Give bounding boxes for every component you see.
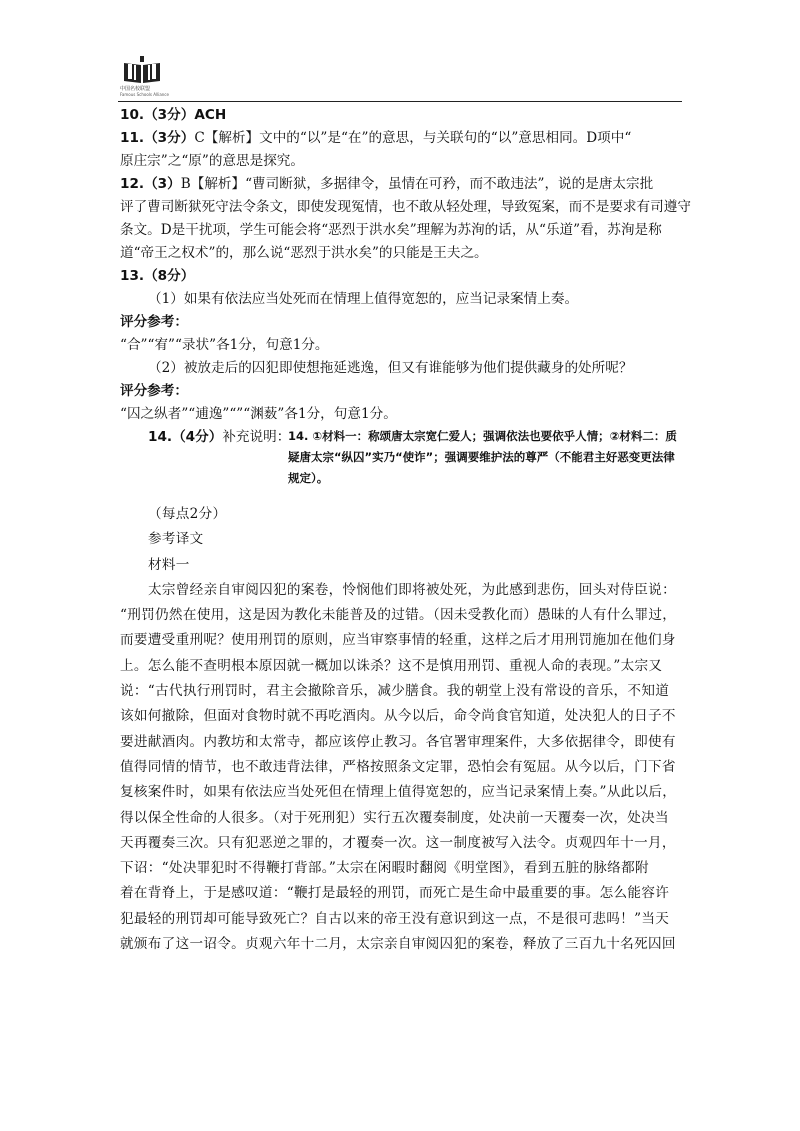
logo-english-text: Famous Schools Alliance bbox=[120, 92, 169, 97]
q12-line2: 评了曹司断狱死守法令条文，即使发现冤情，也不敢从轻处理，导致冤案，而不是要求有司遵守 bbox=[120, 199, 691, 215]
q12-line4: 道“帝王之权术”的，那么说“恶烈于洪水矣”的只能是王夫之。 bbox=[120, 245, 488, 261]
q13-scoring-label-1: 评分参考： bbox=[120, 314, 188, 330]
translation-line: 要进献酒肉。内教坊和太常寺，都应该停止教习。各官署审理案件，大多依据律令，即使有 bbox=[120, 733, 676, 750]
page-header bbox=[118, 55, 682, 102]
q14-note: 14. ①材料一：称颂唐太宗宽仁爱人；强调依法也要依乎人情；②材料二：质疑唐太宗“纵囚”实乃“使诈”；强调要维护法的尊严（不能君主好恶变更法律规定）。 bbox=[288, 429, 677, 485]
q13-translation-2: （2）被放走后的囚犯即使想拖延逃逸，但又有谁能够为他们提供藏身的处所呢？ bbox=[148, 360, 633, 376]
school-alliance-logo bbox=[120, 55, 172, 99]
q14-per-point: （每点2分） bbox=[148, 506, 227, 522]
translation-line: 该如何撤除，但面对食物时就不再吃酒肉。从今以后，命令尚食官知道，处决犯人的日子不 bbox=[120, 708, 676, 725]
q13-scoring-label-2: 评分参考： bbox=[120, 383, 188, 399]
translation-line: 复核案件时，如果有依法应当处死但在情理上值得宽恕的，应当记录案情上奏。”从此以后， bbox=[120, 784, 677, 801]
answer-q12 bbox=[120, 173, 680, 196]
translation-section bbox=[120, 502, 680, 957]
q14-number: 14.（4分） bbox=[148, 429, 223, 445]
translation-line: 说：“古代执行刑罚时，君主会撤除音乐，减少膳食。我的朝堂上没有常设的音乐，不知道 bbox=[120, 683, 670, 700]
translation-line: 天再覆奏三次。只有犯恶逆之罪的，才覆奏一次。这一制度被写入法令。贞观四年十一月， bbox=[120, 834, 676, 851]
q12-number: 12.（3） bbox=[120, 176, 181, 192]
q14-label bbox=[148, 426, 290, 449]
q11-line1: C【解析】文中的“以”是“在”的意思，与关联句的“以”意思相同。D项中“ bbox=[194, 130, 632, 146]
translation-line: 着在背脊上，于是感叹道：“鞭打是最轻的刑罚，而死亡是生命中最重要的事。怎么能容许 bbox=[120, 885, 670, 902]
logo-chinese-text: 中国名校联盟 bbox=[120, 86, 151, 92]
translation-line: 就颁布了这一诏令。贞观六年十二月，太宗亲自审阅囚犯的案卷，释放了三百九十名死囚回 bbox=[120, 936, 676, 953]
q10-number: 10.（3分） bbox=[120, 107, 195, 123]
q12-line1: B【解析】“曹司断狱，多据律令，虽情在可矜，而不敢违法”，说的是唐太宗批 bbox=[180, 176, 654, 192]
translation-title: 参考译文 bbox=[148, 531, 204, 548]
q11-number: 11.（3分） bbox=[120, 130, 195, 146]
q13-scoring-1: “合”“宥”“录状”各1分，句意1分。 bbox=[120, 337, 329, 353]
answer-content bbox=[120, 104, 691, 957]
q13-number: 13.（8分） bbox=[120, 268, 195, 284]
q10-text: ACH bbox=[194, 107, 227, 123]
answer-q14 bbox=[120, 426, 680, 492]
translation-line: 太宗曾经亲自审阅囚犯的案卷，怜悯他们即将被处死，为此感到悲伤，回头对侍臣说： bbox=[148, 581, 676, 598]
translation-line: “刑罚仍然在使用，这是因为教化未能普及的过错。（因未受教化而）愚昧的人有什么罪过， bbox=[120, 607, 677, 624]
q12-line3: 条文。D是干扰项，学生可能会将“恶烈于洪水矣”理解为苏洵的话，从“乐道”看，苏洵是称 bbox=[120, 222, 662, 238]
translation-section-title: 材料一 bbox=[148, 556, 190, 573]
q11-line2: 原庄宗”之“原”的意思是探究。 bbox=[120, 153, 304, 169]
q13-translation-1: （1）如果有依法应当处死而在情理上值得宽恕的，应当记录案情上奏。 bbox=[148, 291, 579, 307]
answer-q11 bbox=[120, 127, 680, 150]
book-icon bbox=[120, 55, 164, 85]
answer-q10 bbox=[120, 104, 680, 127]
translation-line: 犯最轻的刑罚却可能导致死亡？自古以来的帝王没有意识到这一点，不是很可悲吗！”当天 bbox=[120, 910, 670, 927]
translation-line: 上。怎么能不查明根本原因就一概加以诛杀？这不是慎用刑罚、重视人命的表现。”太宗又 bbox=[120, 657, 663, 674]
translation-line: 值得同情的情节，也不敢违背法律，严格按照条文定罪，恐怕会有冤屈。从今以后，门下省 bbox=[120, 758, 676, 775]
translation-line: 而要遭受重刑呢？使用刑罚的原则，应当审察事情的轻重，这样之后才用刑罚施加在他们身 bbox=[120, 632, 676, 649]
translation-line: 下诏：“处决罪犯时不得鞭打背部。”太宗在闲暇时翻阅《明堂图》，看到五脏的脉络都附 bbox=[120, 860, 649, 877]
translation-line: 得以保全性命的人很多。（对于死刑犯）实行五次覆奏制度，处决前一天覆奏一次，处决当 bbox=[120, 809, 669, 826]
q14-supplement-label: 补充说明： bbox=[222, 429, 291, 445]
q13-scoring-2: “囚之纵者”“逋逸”“”“渊薮”各1分，句意1分。 bbox=[120, 406, 397, 422]
